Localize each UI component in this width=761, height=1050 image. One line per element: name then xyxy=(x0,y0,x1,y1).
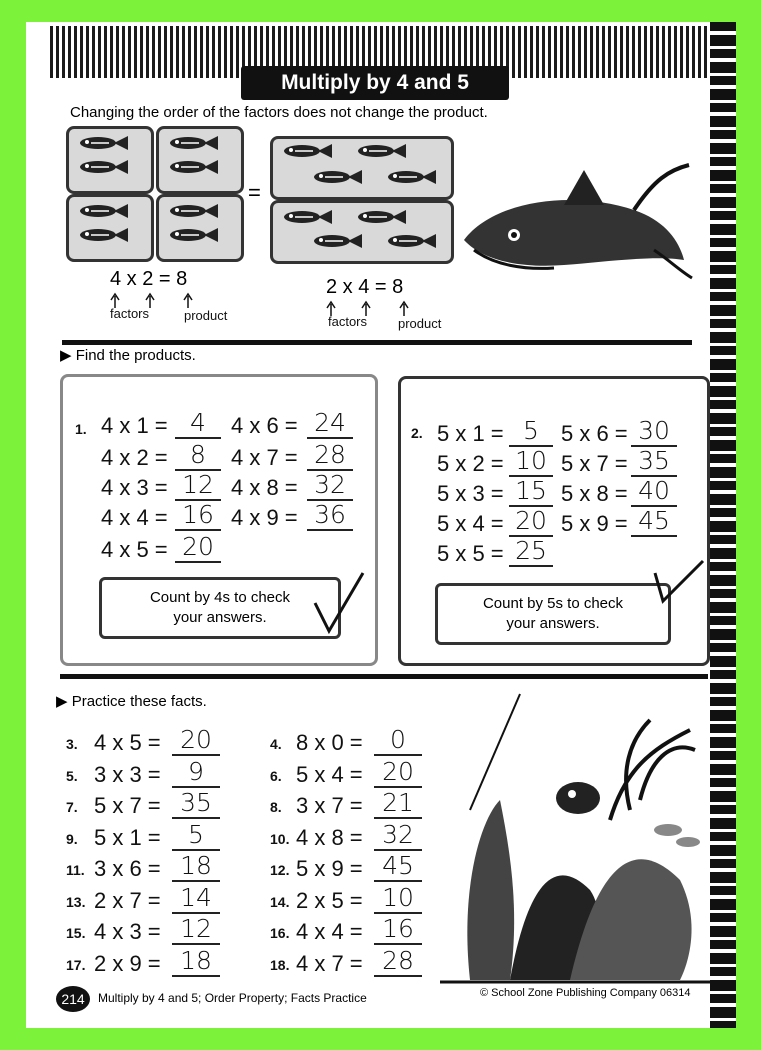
fish-icon xyxy=(284,210,332,224)
fish-icon xyxy=(170,228,218,242)
fact-answer-field[interactable]: 9 xyxy=(172,758,220,788)
fact-answer-field[interactable]: 20 xyxy=(172,726,220,756)
problem-equation: 5 x 1 = xyxy=(437,421,504,446)
answer-field[interactable]: 45 xyxy=(631,507,677,537)
fact-equation: 2 x 5 = xyxy=(296,887,363,913)
worksheet-page xyxy=(26,22,736,1028)
answer-field[interactable]: 35 xyxy=(631,447,677,477)
fact-number: 16. xyxy=(270,925,290,941)
answer-field[interactable]: 4 xyxy=(175,409,221,439)
fact-answer-field[interactable]: 20 xyxy=(374,758,422,788)
fish-icons xyxy=(66,126,466,261)
section-divider-2 xyxy=(60,674,708,679)
fact-number: 11. xyxy=(66,862,85,878)
fact-number: 12. xyxy=(270,862,290,878)
checkmark-icon xyxy=(311,569,367,639)
checkmark-icon xyxy=(647,557,707,609)
answer-field[interactable]: 10 xyxy=(509,447,553,477)
fact-number: 7. xyxy=(66,799,78,815)
problem-equation: 5 x 5 = xyxy=(437,541,504,566)
fish-icon xyxy=(358,210,406,224)
fact-equation: 4 x 5 = xyxy=(94,730,161,755)
fact-number: 14. xyxy=(270,893,290,910)
torn-edge-decoration xyxy=(710,22,736,1028)
fact-answer-field[interactable]: 21 xyxy=(374,789,422,819)
check-hint-line2: your answers. xyxy=(173,609,267,626)
page-number-badge: 214 xyxy=(56,986,90,1012)
fact-equation: 8 x 0 = xyxy=(296,730,363,755)
problem-equation: 5 x 8 = xyxy=(561,481,628,506)
fish-icon xyxy=(388,234,436,248)
fact-equation: 4 x 8 = xyxy=(296,824,363,850)
instruction-text: Practice these facts. xyxy=(71,693,207,710)
fact-equation: 3 x 3 = xyxy=(94,761,161,787)
fact-equation: 3 x 6 = xyxy=(94,856,161,881)
section-divider-1 xyxy=(62,340,692,345)
check-hint-line2: your answers. xyxy=(506,615,600,632)
problem-equation: 5 x 2 = xyxy=(437,451,504,476)
fish-icon xyxy=(358,144,406,158)
fact-answer-field[interactable]: 10 xyxy=(374,884,422,914)
factors-label-left: factors xyxy=(110,306,150,321)
answer-field[interactable]: 20 xyxy=(509,507,553,537)
check-hint-line1: Count by 5s to check xyxy=(482,595,624,612)
problem-equation: 4 x 2 = xyxy=(101,445,168,470)
answer-field[interactable]: 28 xyxy=(307,441,353,471)
answer-field[interactable]: 24 xyxy=(307,409,353,439)
problem-equation: 4 x 7 = xyxy=(231,445,298,470)
fish-icon xyxy=(80,160,128,174)
fact-answer-field[interactable]: 45 xyxy=(374,852,422,882)
problem-equation: 4 x 6 = xyxy=(231,413,298,438)
fact-answer-field[interactable]: 18 xyxy=(172,852,220,882)
triangle-bullet-icon: ▶ xyxy=(60,347,72,364)
fact-answer-field[interactable]: 16 xyxy=(374,915,422,945)
problem-equation: 5 x 9 = xyxy=(561,511,628,536)
footer-copyright: © School Zone Publishing Company 06314 xyxy=(480,987,691,999)
coral-reef-illustration xyxy=(440,690,710,990)
fact-number: 15. xyxy=(66,925,86,941)
fact-answer-field[interactable]: 0 xyxy=(374,726,422,756)
fish-icon xyxy=(170,136,218,150)
fact-number: 3. xyxy=(66,736,78,752)
answer-field[interactable]: 32 xyxy=(307,471,353,501)
problem-equation: 4 x 5 = xyxy=(101,537,168,562)
fact-number: 13. xyxy=(66,893,86,910)
fact-number: 17. xyxy=(66,956,86,973)
fact-number: 6. xyxy=(270,767,282,784)
fish-icon xyxy=(80,136,128,150)
product-label-left: product xyxy=(184,308,228,323)
answer-field[interactable]: 25 xyxy=(509,537,553,567)
answer-field[interactable]: 15 xyxy=(509,477,553,507)
problem-equation: 4 x 3 = xyxy=(101,475,168,500)
problem-equation: 5 x 4 = xyxy=(437,511,504,536)
fish-icon xyxy=(314,234,362,248)
fact-answer-field[interactable]: 14 xyxy=(172,884,220,914)
fact-equation: 4 x 7 = xyxy=(296,950,363,976)
fact-number: 18. xyxy=(270,956,290,973)
answer-field[interactable]: 12 xyxy=(175,471,221,501)
fact-equation: 3 x 7 = xyxy=(296,793,363,818)
fact-answer-field[interactable]: 32 xyxy=(374,821,422,851)
fish-icon xyxy=(284,144,332,158)
find-products-instruction xyxy=(60,346,196,364)
fish-icon xyxy=(388,170,436,184)
footer-subtitle: Multiply by 4 and 5; Order Property; Facts Practice xyxy=(98,991,367,1005)
fact-number: 4. xyxy=(270,736,282,752)
answer-field[interactable]: 40 xyxy=(631,477,677,507)
fish-icon xyxy=(170,160,218,174)
answer-field[interactable]: 8 xyxy=(175,441,221,471)
problem-1-panel xyxy=(60,374,378,666)
fact-answer-field[interactable]: 12 xyxy=(172,915,220,945)
right-equation: 2 x 4 = 8 xyxy=(326,276,404,298)
practice-instruction xyxy=(56,692,207,710)
problem-equation: 4 x 8 = xyxy=(231,475,298,500)
instruction-text: Find the products. xyxy=(75,347,196,364)
problem-equation: 5 x 6 = xyxy=(561,421,628,446)
fact-answer-field[interactable]: 5 xyxy=(172,821,220,851)
fact-equation: 4 x 4 = xyxy=(296,919,363,944)
fish-icon xyxy=(80,228,128,242)
problem-equation: 5 x 7 = xyxy=(561,451,628,476)
page-title: Multiply by 4 and 5 xyxy=(241,66,509,100)
problem-2-panel xyxy=(398,376,710,666)
count-by-5s-box xyxy=(435,583,671,645)
fact-number: 9. xyxy=(66,830,78,847)
fish-icon xyxy=(314,170,362,184)
fact-number: 8. xyxy=(270,799,282,815)
factors-label-right: factors xyxy=(328,314,368,329)
count-by-4s-box xyxy=(99,577,341,639)
left-equation: 4 x 2 = 8 xyxy=(110,268,188,290)
fish-icon xyxy=(170,204,218,218)
problem-number: 1. xyxy=(75,421,87,437)
fact-equation: 5 x 9 = xyxy=(296,856,363,881)
problem-equation: 5 x 3 = xyxy=(437,481,504,506)
catfish-illustration xyxy=(454,150,694,280)
answer-field[interactable]: 16 xyxy=(175,501,221,531)
fact-equation: 5 x 1 = xyxy=(94,824,161,850)
problem-equation: 4 x 1 = xyxy=(101,413,168,438)
problem-number: 2. xyxy=(411,425,423,441)
fact-equation: 5 x 4 = xyxy=(296,761,363,787)
fish-icon xyxy=(80,204,128,218)
fact-number: 10. xyxy=(270,830,290,847)
check-hint-line1: Count by 4s to check xyxy=(149,589,291,606)
product-label-right: product xyxy=(398,316,442,331)
fact-answer-field[interactable]: 18 xyxy=(172,947,220,977)
fact-number: 5. xyxy=(66,767,78,784)
fact-equation: 2 x 9 = xyxy=(94,950,161,976)
answer-field[interactable]: 5 xyxy=(509,417,553,447)
answer-field[interactable]: 20 xyxy=(175,533,221,563)
fact-equation: 2 x 7 = xyxy=(94,887,161,913)
problem-equation: 4 x 4 = xyxy=(101,505,168,530)
problem-equation: 4 x 9 = xyxy=(231,505,298,530)
fact-answer-field[interactable]: 28 xyxy=(374,947,422,977)
answer-field[interactable]: 36 xyxy=(307,501,353,531)
equals-sign: = xyxy=(248,180,261,205)
fact-answer-field[interactable]: 35 xyxy=(172,789,220,819)
answer-field[interactable]: 30 xyxy=(631,417,677,447)
fact-equation: 4 x 3 = xyxy=(94,919,161,944)
fact-equation: 5 x 7 = xyxy=(94,793,161,818)
intro-statement: Changing the order of the factors does not change the product. xyxy=(70,104,488,121)
triangle-bullet-icon: ▶ xyxy=(56,693,68,710)
